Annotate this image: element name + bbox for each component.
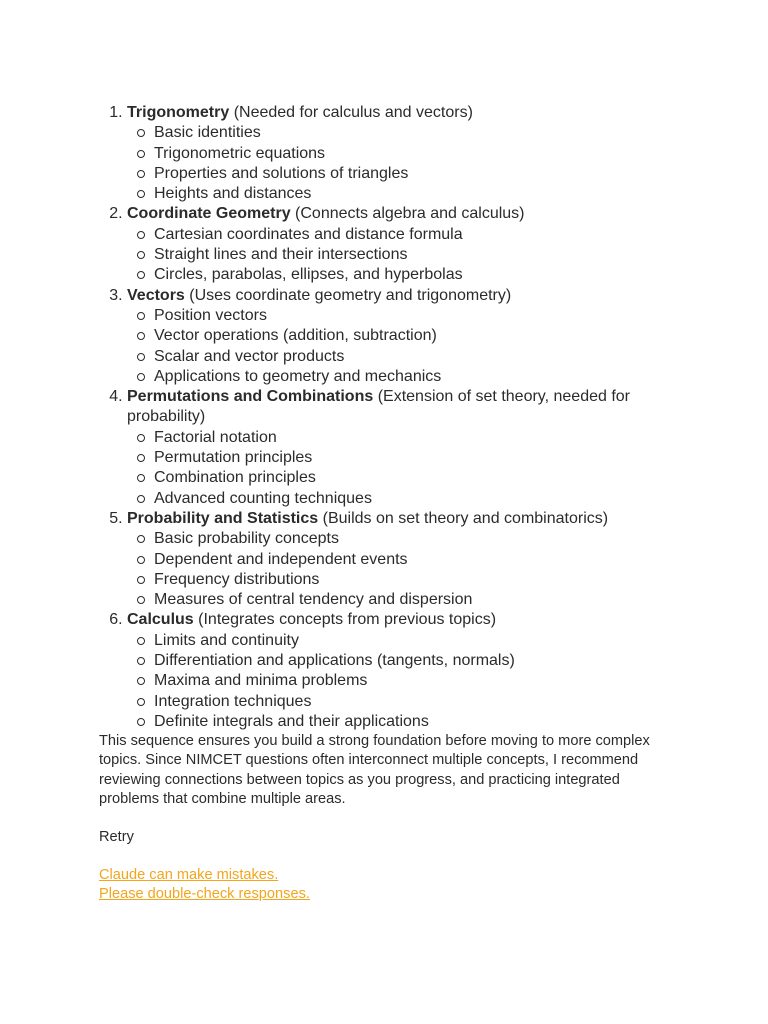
topic-note: (Uses coordinate geometry and trigonometry) bbox=[189, 286, 512, 304]
topic-note: (Builds on set theory and combinatorics) bbox=[322, 509, 609, 527]
subtopic-list bbox=[127, 428, 699, 509]
subtopic-item: Basic identities bbox=[154, 123, 699, 143]
topic-list bbox=[99, 103, 699, 732]
subtopic-item: Combination principles bbox=[154, 468, 699, 488]
topic-note: (Connects algebra and calculus) bbox=[295, 205, 525, 223]
subtopic-item: Limits and continuity bbox=[154, 631, 699, 651]
subtopic-item: Scalar and vector products bbox=[154, 347, 699, 367]
topic-title: Permutations and Combinations bbox=[127, 388, 374, 406]
topic-note: (Integrates concepts from previous topics) bbox=[198, 611, 497, 629]
response-content bbox=[99, 103, 699, 904]
subtopic-item: Factorial notation bbox=[154, 428, 699, 448]
topic-title: Probability and Statistics bbox=[127, 509, 319, 527]
disclaimer bbox=[99, 866, 699, 904]
subtopic-item: Vector operations (addition, subtraction) bbox=[154, 326, 699, 346]
subtopic-item: Basic probability concepts bbox=[154, 529, 699, 549]
subtopic-item: Permutation principles bbox=[154, 448, 699, 468]
topic-title: Coordinate Geometry bbox=[127, 205, 291, 223]
topic-title: Calculus bbox=[127, 611, 194, 629]
topic-item bbox=[127, 387, 699, 509]
summary-paragraph: This sequence ensures you build a strong foundation before moving to more complex topics. Since NIMCET questions often interconnect multiple concepts, I recommend reviewing connections between topics as you progress, and practicing integrated problems that combine multiple areas. bbox=[99, 733, 650, 807]
topic-note: (Needed for calculus and vectors) bbox=[233, 104, 473, 121]
subtopic-list bbox=[127, 225, 699, 286]
subtopic-item: Cartesian coordinates and distance formula bbox=[154, 225, 699, 245]
subtopic-item: Dependent and independent events bbox=[154, 550, 699, 570]
topic-title: Vectors bbox=[127, 286, 185, 304]
subtopic-item: Measures of central tendency and dispersion bbox=[154, 590, 699, 610]
subtopic-item: Maxima and minima problems bbox=[154, 671, 699, 691]
subtopic-list bbox=[127, 529, 699, 610]
subtopic-item: Frequency distributions bbox=[154, 570, 699, 590]
subtopic-item: Integration techniques bbox=[154, 692, 699, 712]
subtopic-item: Advanced counting techniques bbox=[154, 489, 699, 509]
disclaimer-link-mistakes[interactable]: Claude can make mistakes. bbox=[99, 867, 279, 884]
subtopic-item: Differentiation and applications (tangents, normals) bbox=[154, 651, 699, 671]
topic-item bbox=[127, 509, 699, 610]
subtopic-list bbox=[127, 631, 699, 732]
subtopic-item: Definite integrals and their applications bbox=[154, 712, 699, 732]
subtopic-item: Position vectors bbox=[154, 306, 699, 326]
subtopic-item: Properties and solutions of triangles bbox=[154, 164, 699, 184]
subtopic-item: Circles, parabolas, ellipses, and hyperbolas bbox=[154, 265, 699, 285]
subtopic-item: Trigonometric equations bbox=[154, 144, 699, 164]
topic-note: (Extension of set theory, needed for probability) bbox=[127, 388, 630, 426]
topic-item bbox=[127, 103, 699, 204]
subtopic-list bbox=[127, 123, 699, 204]
topic-item bbox=[127, 204, 699, 285]
disclaimer-link-double-check[interactable]: Please double-check responses. bbox=[99, 886, 310, 903]
subtopic-item: Straight lines and their intersections bbox=[154, 245, 699, 265]
topic-item bbox=[127, 610, 699, 732]
subtopic-item: Applications to geometry and mechanics bbox=[154, 367, 699, 387]
topic-item bbox=[127, 286, 699, 387]
subtopic-item: Heights and distances bbox=[154, 184, 699, 204]
subtopic-list bbox=[127, 306, 699, 387]
retry-button[interactable]: Retry bbox=[99, 829, 134, 846]
topic-title: Trigonometry bbox=[127, 104, 230, 121]
